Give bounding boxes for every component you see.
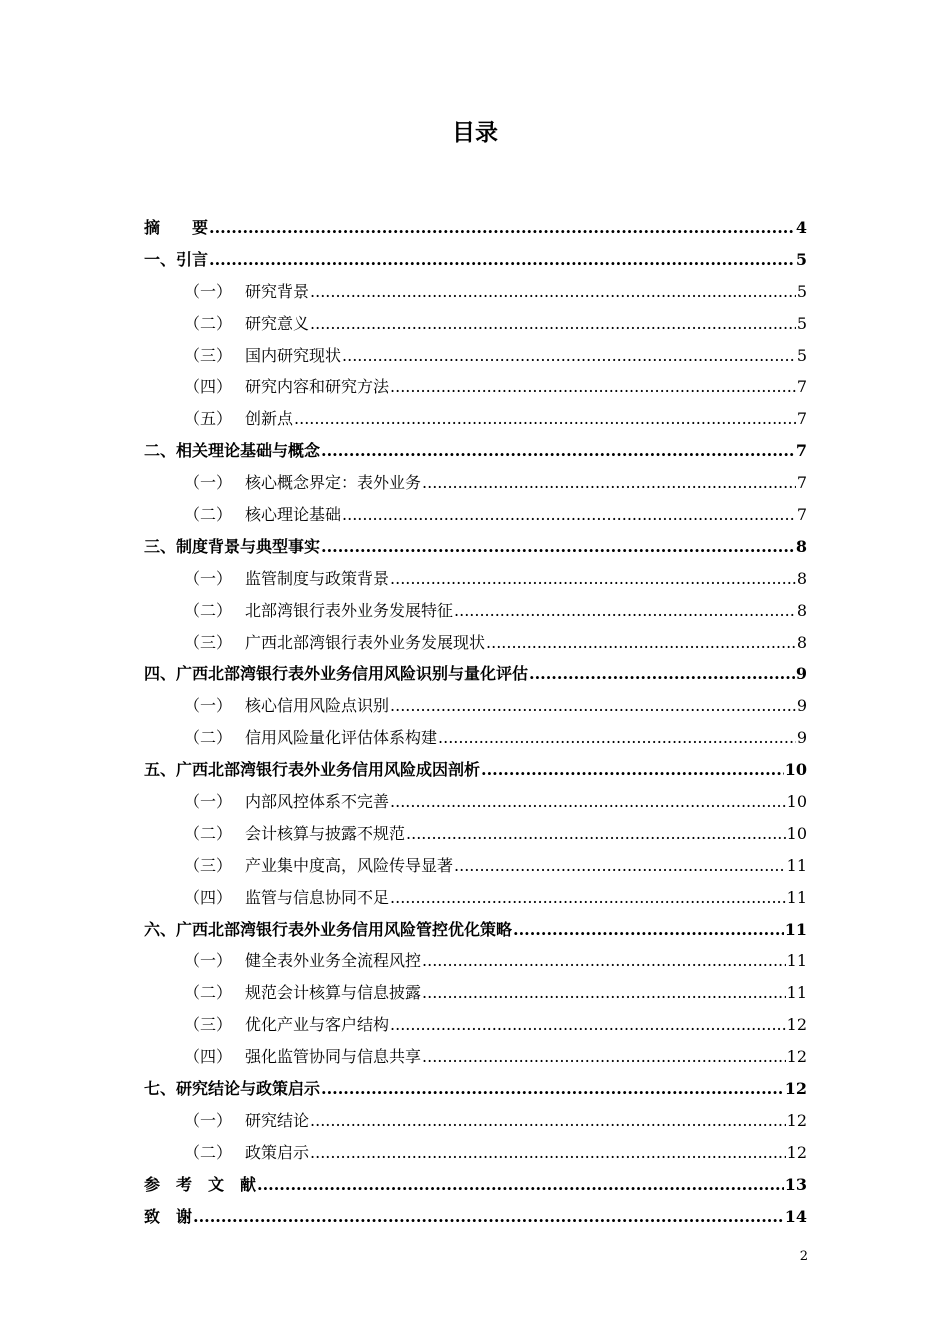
toc-entry-number: （一） bbox=[184, 792, 233, 812]
toc-entry[interactable] bbox=[144, 786, 807, 818]
toc-entry-page: 11 bbox=[786, 855, 807, 875]
toc-leader-dots bbox=[390, 690, 796, 722]
toc-entry-page: 4 bbox=[795, 218, 807, 237]
toc-entry-label: 北部湾银行表外业务发展特征 bbox=[245, 600, 454, 620]
toc-entry[interactable] bbox=[144, 818, 807, 850]
toc-entry-page: 7 bbox=[795, 441, 807, 461]
toc-entry-label: 二、相关理论基础与概念 bbox=[144, 441, 321, 461]
toc-entry[interactable] bbox=[144, 1009, 807, 1041]
toc-entry[interactable] bbox=[144, 722, 807, 754]
toc-entry-label: 五、广西北部湾银行表外业务信用风险成因剖析 bbox=[144, 760, 481, 780]
toc-entry[interactable] bbox=[144, 467, 807, 499]
toc-entry-number: （四） bbox=[184, 1047, 233, 1067]
toc-leader-dots bbox=[321, 531, 795, 563]
toc-entry[interactable] bbox=[144, 882, 807, 914]
toc-leader-dots bbox=[481, 754, 784, 786]
page-number: 2 bbox=[799, 1249, 808, 1264]
toc-leader-dots bbox=[294, 403, 796, 435]
toc-entry-page: 12 bbox=[786, 1142, 807, 1162]
toc-entry-number: （五） bbox=[184, 409, 233, 429]
toc-entry[interactable] bbox=[144, 850, 807, 882]
toc-leader-dots bbox=[390, 786, 786, 818]
toc-entry[interactable] bbox=[144, 212, 807, 244]
toc-leader-dots bbox=[529, 658, 795, 690]
toc-entry[interactable] bbox=[144, 244, 807, 276]
toc-leader-dots bbox=[310, 1137, 786, 1169]
toc-entry[interactable] bbox=[144, 595, 807, 627]
toc-entry-label: 研究意义 bbox=[245, 313, 310, 333]
toc-entry-number: （二） bbox=[184, 600, 233, 620]
toc-entry-number: （二） bbox=[184, 728, 233, 748]
toc-entry-page: 10 bbox=[786, 823, 807, 843]
toc-entry-label: 规范会计核算与信息披露 bbox=[245, 983, 422, 1003]
toc-entry-number: （四） bbox=[184, 377, 233, 397]
toc-entry-page: 8 bbox=[796, 600, 807, 620]
toc-entry-number: （四） bbox=[184, 887, 233, 907]
toc-entry-page: 7 bbox=[796, 505, 807, 525]
toc-entry-page: 11 bbox=[786, 951, 807, 971]
toc-entry-label: 国内研究现状 bbox=[245, 345, 342, 365]
toc-leader-dots bbox=[513, 914, 784, 946]
toc-entry[interactable] bbox=[144, 340, 807, 372]
toc-entry-label: 研究背景 bbox=[245, 281, 310, 301]
toc-entry-page: 11 bbox=[786, 983, 807, 1003]
toc-entry-number: （一） bbox=[184, 281, 233, 301]
toc-entry[interactable] bbox=[144, 658, 807, 690]
toc-entry[interactable] bbox=[144, 914, 807, 946]
toc-entry-number: （二） bbox=[184, 1142, 233, 1162]
toc-entry[interactable] bbox=[144, 945, 807, 977]
toc-entry[interactable] bbox=[144, 531, 807, 563]
toc-entry[interactable] bbox=[144, 1073, 807, 1105]
toc-entry-page: 10 bbox=[784, 760, 807, 780]
toc-leader-dots bbox=[454, 595, 796, 627]
toc-entry-page: 11 bbox=[786, 887, 807, 907]
toc-entry-page: 5 bbox=[795, 249, 807, 269]
toc-entry-label: 摘 要 bbox=[144, 218, 209, 237]
toc-entry-page: 5 bbox=[796, 281, 807, 301]
toc-entry[interactable] bbox=[144, 1201, 807, 1233]
toc-leader-dots bbox=[310, 276, 796, 308]
toc-entry-number: （二） bbox=[184, 313, 233, 333]
toc-entry-label: 一、引言 bbox=[144, 249, 209, 269]
toc-entry-label: 广西北部湾银行表外业务发展现状 bbox=[245, 632, 486, 652]
toc-entry-label: 六、广西北部湾银行表外业务信用风险管控优化策略 bbox=[144, 919, 513, 939]
toc-entry-page: 12 bbox=[784, 1079, 807, 1099]
toc-entry-page: 9 bbox=[796, 696, 807, 716]
toc-leader-dots bbox=[193, 1201, 784, 1233]
toc-entry[interactable] bbox=[144, 754, 807, 786]
toc-entry-label: 监管制度与政策背景 bbox=[245, 568, 390, 588]
toc-leader-dots bbox=[257, 1169, 784, 1201]
toc-leader-dots bbox=[406, 818, 786, 850]
toc-entry-number: （三） bbox=[184, 632, 233, 652]
toc-entry-page: 7 bbox=[796, 409, 807, 429]
toc-entry-label: 强化监管协同与信息共享 bbox=[245, 1047, 422, 1067]
toc-entry-number: （二） bbox=[184, 505, 233, 525]
toc-leader-dots bbox=[310, 1105, 786, 1137]
toc-entry-label: 核心信用风险点识别 bbox=[245, 696, 390, 716]
toc-entry-page: 7 bbox=[796, 377, 807, 397]
toc-entry-page: 12 bbox=[786, 1047, 807, 1067]
toc-entry-number: （一） bbox=[184, 568, 233, 588]
toc-entry-label: 七、研究结论与政策启示 bbox=[144, 1079, 321, 1099]
toc-leader-dots bbox=[390, 1009, 786, 1041]
toc-leader-dots bbox=[209, 244, 795, 276]
toc-entry-label: 信用风险量化评估体系构建 bbox=[245, 728, 438, 748]
toc-entry-number: （一） bbox=[184, 473, 233, 493]
toc-entry-label: 健全表外业务全流程风控 bbox=[245, 951, 422, 971]
toc-entry-page: 5 bbox=[796, 345, 807, 365]
toc-entry[interactable] bbox=[144, 1137, 807, 1169]
toc-entry[interactable] bbox=[144, 690, 807, 722]
toc-entry-number: （一） bbox=[184, 696, 233, 716]
toc-entry-number: （三） bbox=[184, 855, 233, 875]
toc-entry[interactable] bbox=[144, 308, 807, 340]
toc-entry-page: 8 bbox=[796, 632, 807, 652]
toc-entry[interactable] bbox=[144, 499, 807, 531]
toc-leader-dots bbox=[486, 627, 796, 659]
toc-entry-label: 研究内容和研究方法 bbox=[245, 377, 390, 397]
toc-entry-page: 10 bbox=[786, 792, 807, 812]
toc-leader-dots bbox=[321, 1073, 784, 1105]
toc-leader-dots bbox=[454, 850, 786, 882]
page-title: 目录 bbox=[452, 120, 498, 146]
toc-leader-dots bbox=[342, 499, 796, 531]
toc-entry[interactable] bbox=[144, 627, 807, 659]
toc-leader-dots bbox=[390, 371, 796, 403]
toc-entry-number: （二） bbox=[184, 823, 233, 843]
toc-entry[interactable] bbox=[144, 563, 807, 595]
toc-entry-label: 内部风控体系不完善 bbox=[245, 792, 390, 812]
toc-entry-number: （三） bbox=[184, 1015, 233, 1035]
toc-entry-page: 8 bbox=[796, 568, 807, 588]
toc-entry-page: 11 bbox=[784, 919, 807, 939]
toc-leader-dots bbox=[342, 340, 796, 372]
toc-entry-label: 致 谢 bbox=[144, 1206, 193, 1226]
toc-entry[interactable] bbox=[144, 977, 807, 1009]
toc-entry-page: 9 bbox=[795, 664, 807, 684]
toc-leader-dots bbox=[209, 212, 795, 244]
toc-leader-dots bbox=[422, 467, 796, 499]
toc-entry-page: 8 bbox=[795, 536, 807, 556]
toc-entry[interactable] bbox=[144, 1169, 807, 1201]
toc-entry[interactable] bbox=[144, 435, 807, 467]
toc-entry-page: 14 bbox=[784, 1206, 807, 1226]
toc-entry-label: 三、制度背景与典型事实 bbox=[144, 536, 321, 556]
toc-entry[interactable] bbox=[144, 1041, 807, 1073]
table-of-contents bbox=[144, 212, 807, 1233]
toc-leader-dots bbox=[422, 945, 786, 977]
toc-entry-page: 13 bbox=[784, 1174, 807, 1194]
toc-entry-number: （二） bbox=[184, 983, 233, 1003]
toc-entry-label: 产业集中度高，风险传导显著 bbox=[245, 855, 454, 875]
toc-entry[interactable] bbox=[144, 1105, 807, 1137]
toc-leader-dots bbox=[438, 722, 796, 754]
toc-entry-label: 监管与信息协同不足 bbox=[245, 887, 390, 907]
toc-entry-page: 5 bbox=[796, 313, 807, 333]
toc-entry-number: （三） bbox=[184, 345, 233, 365]
toc-entry-page: 12 bbox=[786, 1015, 807, 1035]
toc-entry[interactable] bbox=[144, 403, 807, 435]
toc-entry-number: （一） bbox=[184, 951, 233, 971]
toc-entry-number: （一） bbox=[184, 1110, 233, 1130]
toc-entry-label: 四、广西北部湾银行表外业务信用风险识别与量化评估 bbox=[144, 664, 529, 684]
toc-leader-dots bbox=[390, 563, 796, 595]
toc-entry-label: 会计核算与披露不规范 bbox=[245, 823, 406, 843]
toc-entry-page: 12 bbox=[786, 1110, 807, 1130]
toc-entry-label: 参 考 文 献 bbox=[144, 1174, 257, 1194]
toc-entry-label: 核心概念界定：表外业务 bbox=[245, 473, 422, 493]
toc-leader-dots bbox=[422, 977, 786, 1009]
toc-entry[interactable] bbox=[144, 276, 807, 308]
toc-entry-page: 7 bbox=[796, 473, 807, 493]
toc-leader-dots bbox=[310, 308, 796, 340]
toc-entry[interactable] bbox=[144, 371, 807, 403]
toc-leader-dots bbox=[390, 882, 786, 914]
toc-entry-label: 研究结论 bbox=[245, 1110, 310, 1130]
toc-entry-label: 核心理论基础 bbox=[245, 505, 342, 525]
toc-entry-label: 政策启示 bbox=[245, 1142, 310, 1162]
toc-entry-page: 9 bbox=[796, 728, 807, 748]
toc-entry-label: 优化产业与客户结构 bbox=[245, 1015, 390, 1035]
toc-leader-dots bbox=[422, 1041, 786, 1073]
toc-entry-label: 创新点 bbox=[245, 409, 294, 429]
toc-leader-dots bbox=[321, 435, 795, 467]
